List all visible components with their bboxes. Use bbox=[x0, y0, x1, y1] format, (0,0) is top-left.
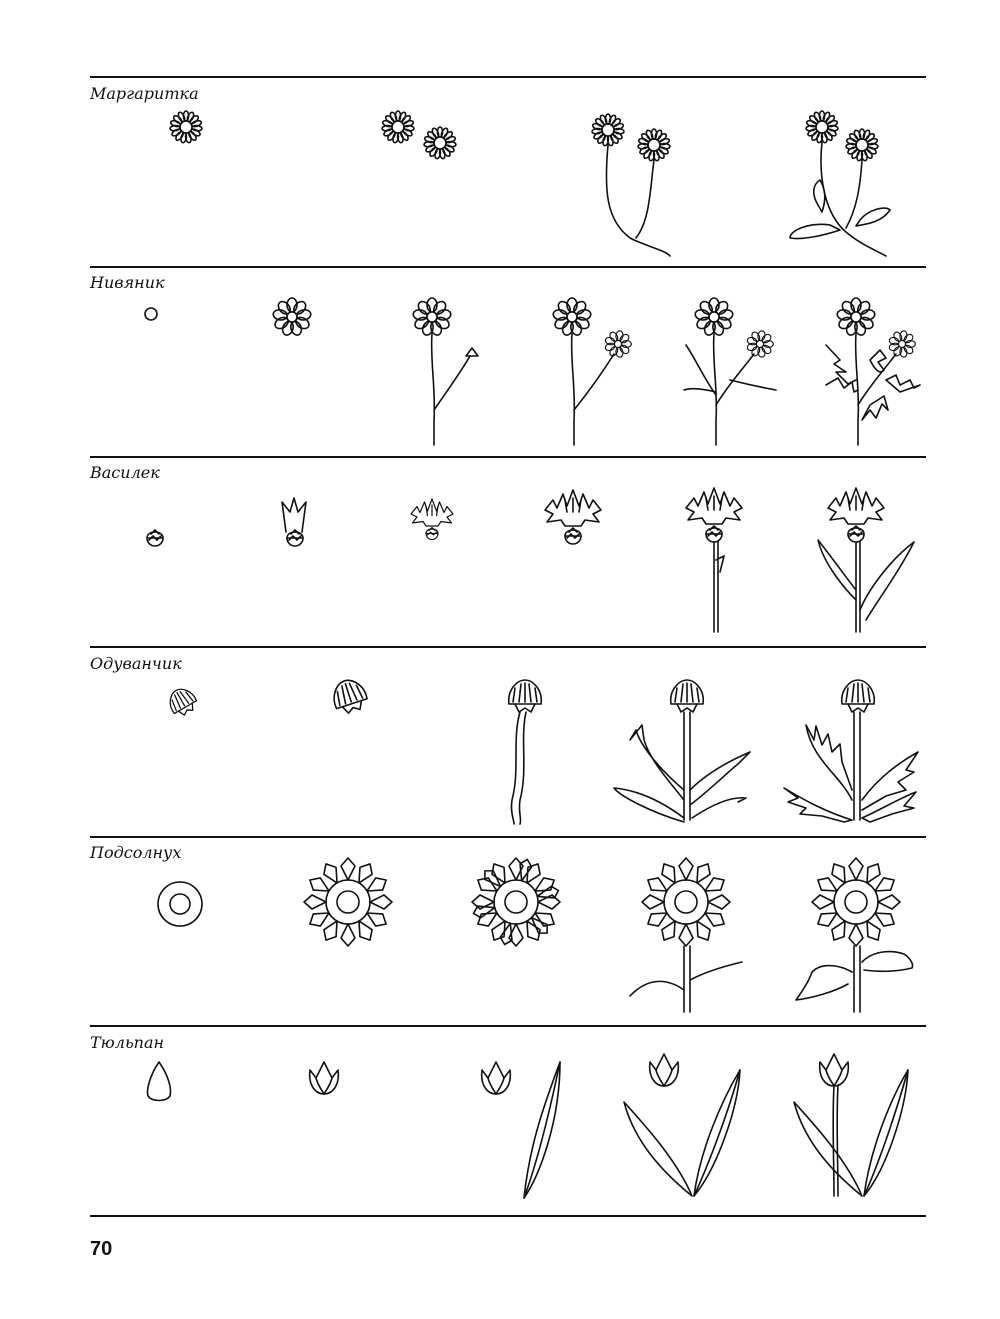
tulip-steps bbox=[147, 1054, 908, 1198]
section-title-dandelion: Одуванчик bbox=[90, 654, 182, 673]
section-title-oxeye-daisy: Нивяник bbox=[90, 273, 165, 292]
oxeye-daisy-steps bbox=[145, 298, 921, 445]
cornflower-steps bbox=[147, 488, 914, 632]
section-title-cornflower: Василек bbox=[90, 463, 160, 482]
section-title-sunflower: Подсолнух bbox=[90, 843, 182, 862]
section-title-daisy: Маргаритка bbox=[90, 84, 199, 103]
dandelion-steps bbox=[165, 676, 918, 824]
page-number: 70 bbox=[90, 1238, 113, 1260]
daisy-steps bbox=[170, 111, 890, 256]
sunflower-steps bbox=[158, 849, 913, 1012]
section-title-tulip: Тюльпан bbox=[90, 1033, 165, 1052]
